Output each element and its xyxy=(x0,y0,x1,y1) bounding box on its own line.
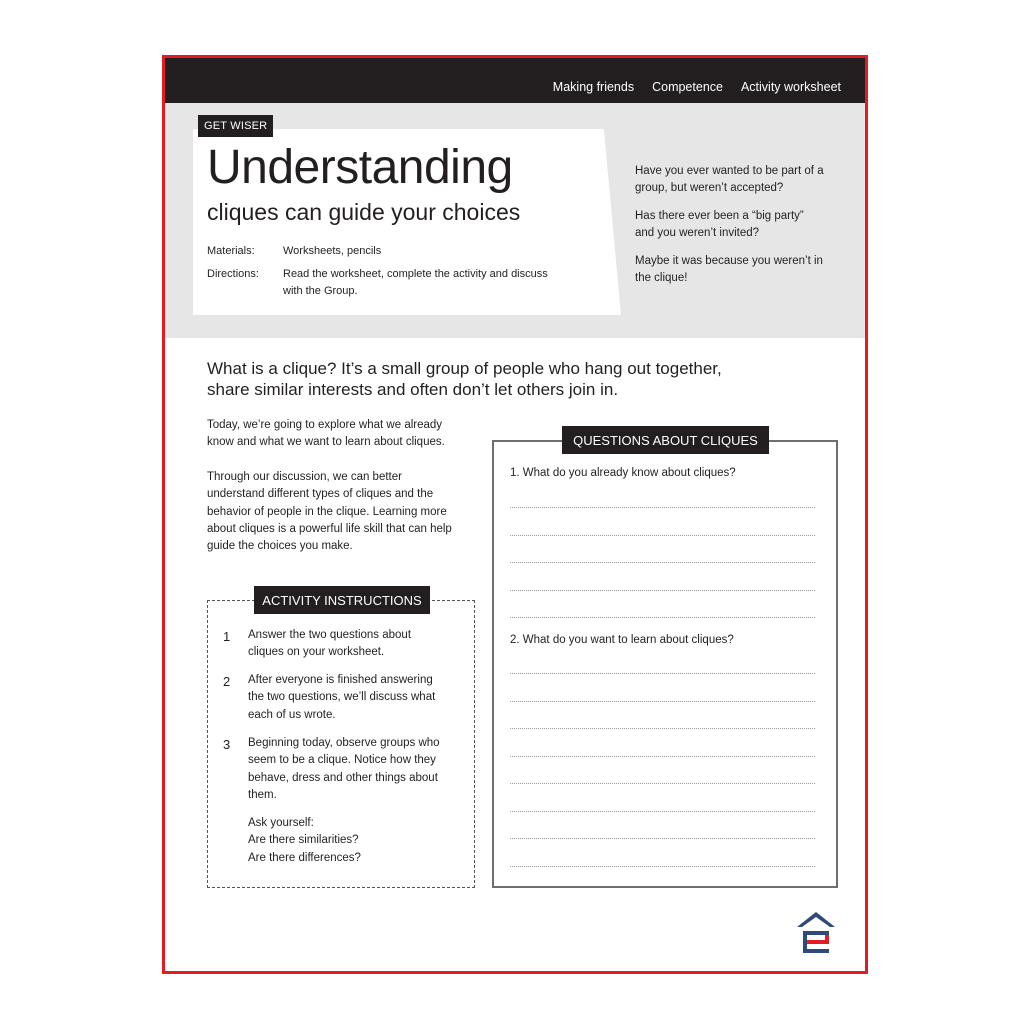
answer-line[interactable] xyxy=(510,535,815,536)
question-2-label: 2. What do you want to learn about cliques? xyxy=(510,634,734,646)
questions-title: QUESTIONS ABOUT CLIQUES xyxy=(562,426,769,454)
top-nav xyxy=(553,58,841,103)
answer-line[interactable] xyxy=(510,728,815,729)
top-bar xyxy=(165,58,865,103)
materials-row xyxy=(207,243,553,260)
ask-yourself-label: Ask yourself: xyxy=(248,817,314,829)
directions-value: Read the worksheet, complete the activity and discuss with the Group. xyxy=(283,268,548,297)
step-number-1: 1 xyxy=(223,629,231,644)
answer-line[interactable] xyxy=(510,756,815,757)
hero-question-3: Maybe it was because you weren’t in the clique! xyxy=(635,255,823,284)
answer-line[interactable] xyxy=(510,673,815,674)
ask-yourself xyxy=(248,815,361,867)
body-paragraph-1: Today, we’re going to explore what we already know and what we want to learn about cliques. xyxy=(207,419,445,449)
question-1-label: 1. What do you already know about cliques? xyxy=(510,467,736,479)
ask-differences: Are there differences? xyxy=(248,851,361,864)
ask-similarities: Are there similarities? xyxy=(248,834,359,847)
worksheet-page xyxy=(162,55,868,974)
step-number-3: 3 xyxy=(223,737,231,752)
hero-question-1: Have you ever wanted to be part of a group, but weren’t accepted? xyxy=(635,165,824,194)
hero-section xyxy=(165,103,865,338)
hero-question-2: Has there ever been a “big party” and you weren’t invited? xyxy=(635,210,804,239)
house-logo-icon xyxy=(795,910,837,954)
answer-line[interactable] xyxy=(510,562,815,563)
answer-line[interactable] xyxy=(510,838,815,839)
activity-title: ACTIVITY INSTRUCTIONS xyxy=(254,586,430,614)
answer-line[interactable] xyxy=(510,866,815,867)
intro-text: What is a clique? It’s a small group of people who hang out together, share similar interests and often don’t let others join in. xyxy=(207,359,722,399)
step-text-1: Answer the two questions about cliques on your worksheet. xyxy=(248,629,412,659)
directions-label: Directions: xyxy=(207,268,259,280)
answer-line[interactable] xyxy=(510,701,815,702)
step-text-2: After everyone is finished answering the two questions, we’ll discuss what each of us wrote. xyxy=(248,674,436,721)
page-title: Understanding xyxy=(207,141,513,194)
step-text-3: Beginning today, observe groups who seem to be a clique. Notice how they behave, dress and other things about them. xyxy=(248,737,440,801)
answer-line[interactable] xyxy=(510,783,815,784)
answer-line[interactable] xyxy=(510,617,815,618)
answer-line[interactable] xyxy=(510,811,815,812)
nav-activity-worksheet[interactable]: Activity worksheet xyxy=(740,80,841,94)
body-paragraph-2: Through our discussion, we can better understand different types of cliques and the behavior of people in the clique. Learning more about cliques is a powerful life skill that can help guide the choices you make. xyxy=(207,471,452,553)
answer-line[interactable] xyxy=(510,590,815,591)
materials-label: Materials: xyxy=(207,245,255,257)
nav-making-friends[interactable]: Making friends xyxy=(552,80,635,94)
step-number-2: 2 xyxy=(223,674,231,689)
directions-row xyxy=(207,266,553,300)
nav-competence[interactable]: Competence xyxy=(652,80,723,94)
materials-value: Worksheets, pencils xyxy=(283,245,382,257)
answer-line[interactable] xyxy=(510,507,815,508)
get-wiser-badge: GET WISER xyxy=(198,115,273,137)
page-subtitle: cliques can guide your choices xyxy=(207,199,521,225)
